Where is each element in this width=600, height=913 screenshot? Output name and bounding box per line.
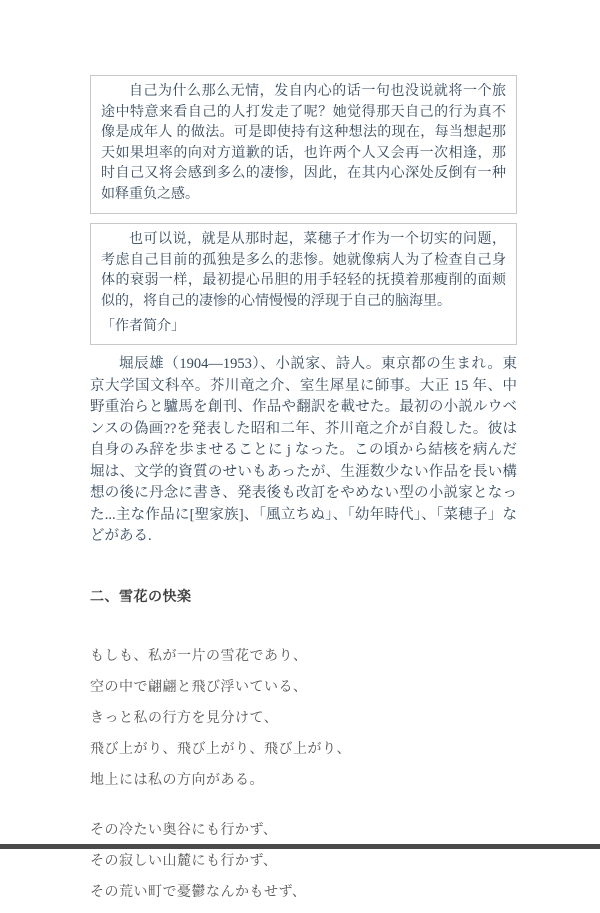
poem-line: その荒い町で憂鬱なんかもせず、 (90, 883, 307, 900)
poem-line: その寂しい山麓にも行かず、 (90, 852, 278, 869)
author-intro-caption: 「作者简介」 (101, 319, 185, 334)
poem-line: 地上には私の方向がある。 (90, 771, 264, 788)
poem-line: 空の中で翩翩と飛び浮いている、 (90, 678, 308, 695)
window-bottom-edge (0, 844, 600, 849)
poem-line: きっと私の行方を見分けて、 (90, 709, 279, 726)
author-bio-paragraph: 堀辰雄（1904—1953）、小説家、詩人。東京都の生まれ。東京大学国文科卒。芥川竜之介、室生犀星に師事。大正 15 年、中野重治らと驢馬を創刊、作品や翻訳を載せた。最初の小説ルウベンスの偽画??を発表した昭和二年、芥川竜之介が自殺した。彼は自身のみ辞を歩ませることに j なった。この頃から結核を病んだ堀は、文学的資質のせいもあったが、生涯数少ない作品を長い構想の後に丹念に書き、発表後も改訂をやめない型の小説家となった...主な作品に[聖家族]、「風立ちぬ」、「幼年時代」、「菜穂子」などがある. (90, 356, 517, 544)
poem-block (90, 646, 517, 902)
poem-stanza-2 (90, 820, 517, 902)
poem-line: もしも、私が一片の雪花であり、 (90, 647, 308, 664)
quote-paragraph-2: 也可以说，就是从那时起，菜穗子才作为一个切实的问题，考虑自己目前的孤独是多么的悲惨。她就像病人为了检查自己身体的衰弱一样，最初提心吊胆的用手轻轻的抚摸着那瘦削的面颊似的，将自己的凄惨的心情慢慢的浮现于自己的脑海里。 (101, 232, 506, 309)
section-heading: 二、雪花の快楽 (90, 588, 192, 605)
quote-box-1 (90, 75, 517, 214)
poem-stanza-1 (90, 646, 517, 790)
poem-line: 飛び上がり、飛び上がり、飛び上がり、 (90, 740, 351, 757)
quote-box-2 (90, 223, 517, 345)
poem-line: その冷たい奥谷にも行かず、 (90, 821, 278, 838)
document-page-content (90, 75, 517, 913)
quote-paragraph-1: 自己为什么那么无情，发自内心的话一句也没说就将一个旅途中特意来看自己的人打发走了呢？她觉得那天自己的行为真不像是成年人 的做法。可是即使持有这种想法的现在，每当想起那天如果坦率的向对方道歉的话，也许两个人又会再一次相逢，那时自己又将会感到多么的凄惨，因此，在其内心深处反倒有一种如释重负之感。 (101, 84, 506, 202)
